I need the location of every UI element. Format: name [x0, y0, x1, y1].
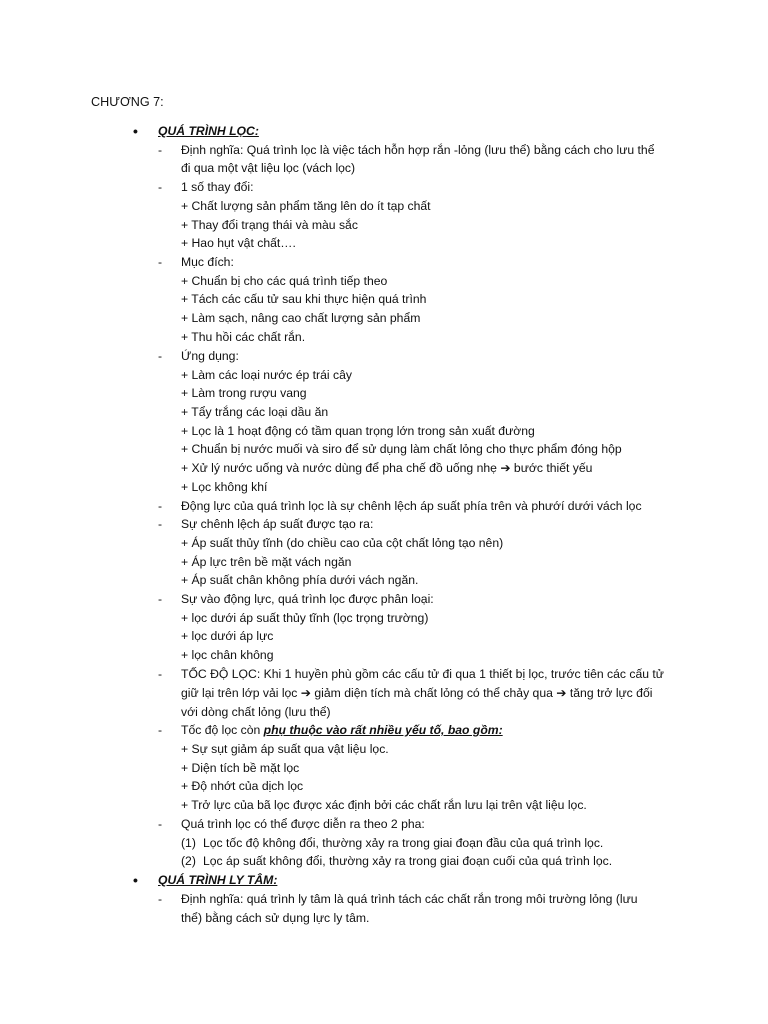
applications-item-air: + Lọc không khí [181, 480, 268, 494]
phase-text: Lọc áp suất không đổi, thường xảy ra trong giai đoạn cuối của quá trình lọc. [203, 854, 613, 868]
changes-item: + Hao hụt vật chất…. [181, 236, 296, 250]
applications-water-result: bước thiết yếu [510, 461, 593, 475]
purpose-item: + Làm sạch, nâng cao chất lượng sản phẩm [181, 311, 421, 325]
pressure-item: + Áp suất chân không phía dưới vách ngăn. [181, 573, 419, 587]
dash-marker: - [158, 817, 163, 831]
definition-line-1: Định nghĩa: Quá trình lọc là việc tách hỗn hợp rắn -lỏng (lưu thể) bằng cách cho lưu thể [181, 143, 655, 157]
applications-item-water [181, 459, 592, 477]
applications-water-text: + Xử lý nước uống và nước dùng để pha chế đồ uống nhẹ [181, 461, 497, 475]
purpose-item: + Thu hồi các chất rắn. [181, 330, 306, 344]
classification-item: + lọc dưới áp suất thủy tĩnh (lọc trọng trường) [181, 611, 429, 625]
filtration-rate-line-2 [181, 684, 652, 702]
classification-title: Sự vào động lực, quá trình lọc được phân loại: [181, 592, 434, 606]
rate-factors-item: + Độ nhớt của dịch lọc [181, 779, 304, 793]
right-arrow-icon: ➔ [500, 461, 511, 475]
purpose-title: Mục đích: [181, 255, 234, 269]
purpose-item: + Chuẩn bị cho các quá trình tiếp theo [181, 274, 388, 288]
rate-factors-emphasis: phụ thuộc vào rất nhiều yếu tố, bao gồm: [263, 723, 503, 737]
section1-heading: QUÁ TRÌNH LỌC: [158, 124, 259, 138]
section2-definition-line-2: thể) bằng cách sử dụng lực ly tâm. [181, 911, 370, 925]
right-arrow-icon: ➔ [300, 686, 312, 700]
chapter-title: CHƯƠNG 7: [91, 95, 164, 109]
changes-title: 1 số thay đổi: [181, 180, 254, 194]
definition-line-2: đi qua một vật liệu lọc (vách lọc) [181, 161, 356, 175]
filtration-rate-text-a: giữ lại trên lớp vải lọc [181, 686, 298, 700]
right-arrow-icon: ➔ [556, 686, 567, 700]
pressure-item: + Áp lực trên bề mặt vách ngăn [181, 555, 352, 569]
dash-marker: - [158, 143, 163, 157]
pressure-item: + Áp suất thủy tĩnh (do chiều cao của cột chất lỏng tạo nên) [181, 536, 504, 550]
dash-marker: - [158, 180, 163, 194]
driving-force-text: Động lực của quá trình lọc là sự chênh lệch áp suất phía trên và phướí dưới vách lọc [181, 499, 642, 513]
filtration-rate-text-c: tăng trở lực đối [566, 686, 653, 700]
rate-factors-item: + Sự sụt giảm áp suất qua vật liệu lọc. [181, 742, 389, 756]
changes-item: + Thay đổi trạng thái và màu sắc [181, 218, 358, 232]
pressure-title: Sự chênh lệch áp suất được tạo ra: [181, 517, 374, 531]
applications-item: + Làm các loại nước ép trái cây [181, 368, 352, 382]
dash-marker: - [158, 517, 163, 531]
phases-title: Quá trình lọc có thể được diễn ra theo 2 pha: [181, 817, 425, 831]
classification-item: + lọc dưới áp lực [181, 629, 274, 643]
filtration-rate-text-b: giảm diện tích mà chất lỏng có thể chảy qua [311, 686, 553, 700]
rate-factors-item: + Trở lực của bã lọc được xác định bởi các chất rắn lưu lại trên vật liệu lọc. [181, 798, 587, 812]
phase-text: Lọc tốc độ không đổi, thường xảy ra trong giai đoạn đầu của quá trình lọc. [203, 836, 604, 850]
phase-number: (1) [181, 836, 196, 850]
dash-marker: - [158, 499, 163, 513]
section2-bullet: • [133, 872, 138, 888]
dash-marker: - [158, 723, 163, 737]
filtration-rate-line-3: với dòng chất lỏng (lưu thể) [181, 705, 331, 719]
section1-bullet: • [133, 123, 138, 139]
rate-factors-item: + Diện tích bề mặt lọc [181, 761, 300, 775]
applications-item: + Chuẩn bị nước muối và siro để sử dụng làm chất lỏng cho thực phẩm đóng hộp [181, 442, 622, 456]
changes-item: + Chất lượng sản phẩm tăng lên do ít tạp chất [181, 199, 431, 213]
filtration-rate-line-1: TỐC ĐỘ LỌC: Khi 1 huyền phù gồm các cấu tử đi qua 1 thiết bị lọc, trước tiên các cấu tử [181, 667, 664, 681]
dash-marker: - [158, 892, 163, 906]
phase-number: (2) [181, 854, 196, 868]
section2-definition-line-1: Định nghĩa: quá trình ly tâm là quá trình tách các chất rắn trong môi trường lỏng (lưu [181, 892, 638, 906]
dash-marker: - [158, 255, 163, 269]
dash-marker: - [158, 667, 163, 681]
section2-heading: QUÁ TRÌNH LY TÂM: [158, 873, 278, 887]
rate-factors-intro: Tốc độ lọc còn [181, 723, 264, 737]
applications-title: Ứng dụng: [181, 349, 239, 363]
applications-item: + Làm trong rượu vang [181, 386, 307, 400]
applications-item: + Tẩy trắng các loại dầu ăn [181, 405, 329, 419]
dash-marker: - [158, 349, 163, 363]
rate-factors-line [181, 721, 503, 739]
purpose-item: + Tách các cấu tử sau khi thực hiện quá trình [181, 292, 427, 306]
applications-item: + Lọc là 1 hoạt động có tầm quan trọng lớn trong sản xuất đường [181, 424, 535, 438]
classification-item: + lọc chân không [181, 648, 274, 662]
dash-marker: - [158, 592, 163, 606]
